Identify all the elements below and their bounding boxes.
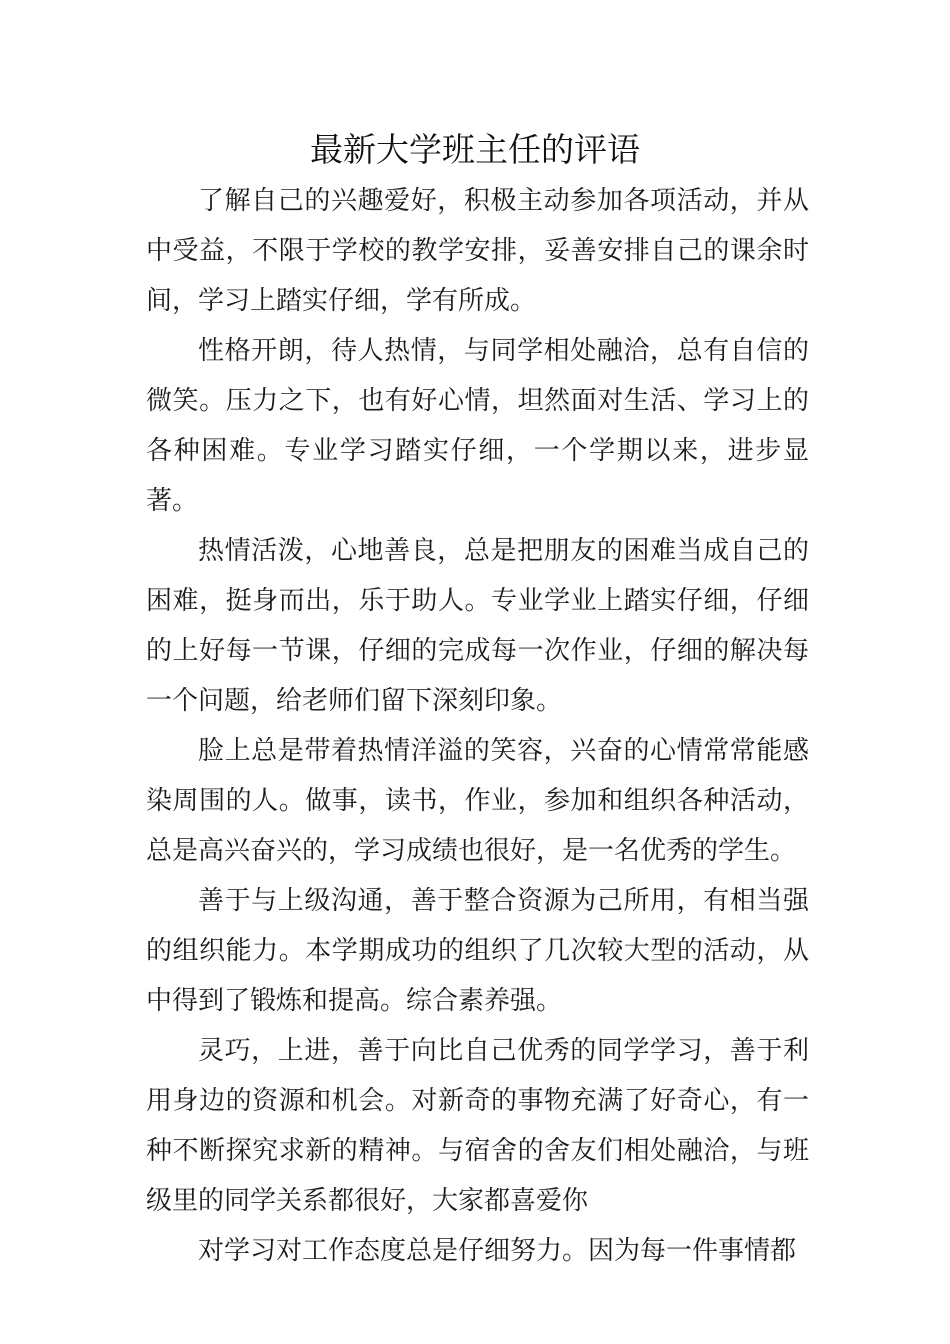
- paragraph: 善于与上级沟通，善于整合资源为己所用，有相当强的组织能力。本学期成功的组织了几次较大型的活动，从中得到了锻炼和提高。综合素养强。: [146, 886, 809, 1016]
- document-body: [146, 176, 809, 1276]
- paragraph: 对学习对工作态度总是仔细努力。因为每一件事情都: [198, 1236, 797, 1266]
- document-title: 最新大学班主任的评语: [310, 130, 640, 169]
- paragraph: 灵巧，上进，善于向比自己优秀的同学学习，善于利用身边的资源和机会。对新奇的事物充满了好奇心，有一种不断探究求新的精神。与宿舍的舍友们相处融洽，与班级里的同学关系都很好，大家都喜爱你: [146, 1036, 809, 1216]
- paragraph: 脸上总是带着热情洋溢的笑容，兴奋的心情常常能感染周围的人。做事，读书，作业，参加和组织各种活动，总是高兴奋兴的，学习成绩也很好，是一名优秀的学生。: [146, 736, 809, 866]
- paragraph: 性格开朗，待人热情，与同学相处融洽，总有自信的微笑。压力之下，也有好心情，坦然面对生活、学习上的各种困难。专业学习踏实仔细，一个学期以来，进步显著。: [146, 336, 809, 516]
- paragraph: 了解自己的兴趣爱好，积极主动参加各项活动，并从中受益，不限于学校的教学安排，妥善安排自己的课余时间，学习上踏实仔细，学有所成。: [146, 186, 809, 316]
- paragraph: 热情活泼，心地善良，总是把朋友的困难当成自己的困难，挺身而出，乐于助人。专业学业上踏实仔细，仔细的上好每一节课，仔细的完成每一次作业，仔细的解决每一个问题，给老师们留下深刻印象。: [146, 536, 809, 716]
